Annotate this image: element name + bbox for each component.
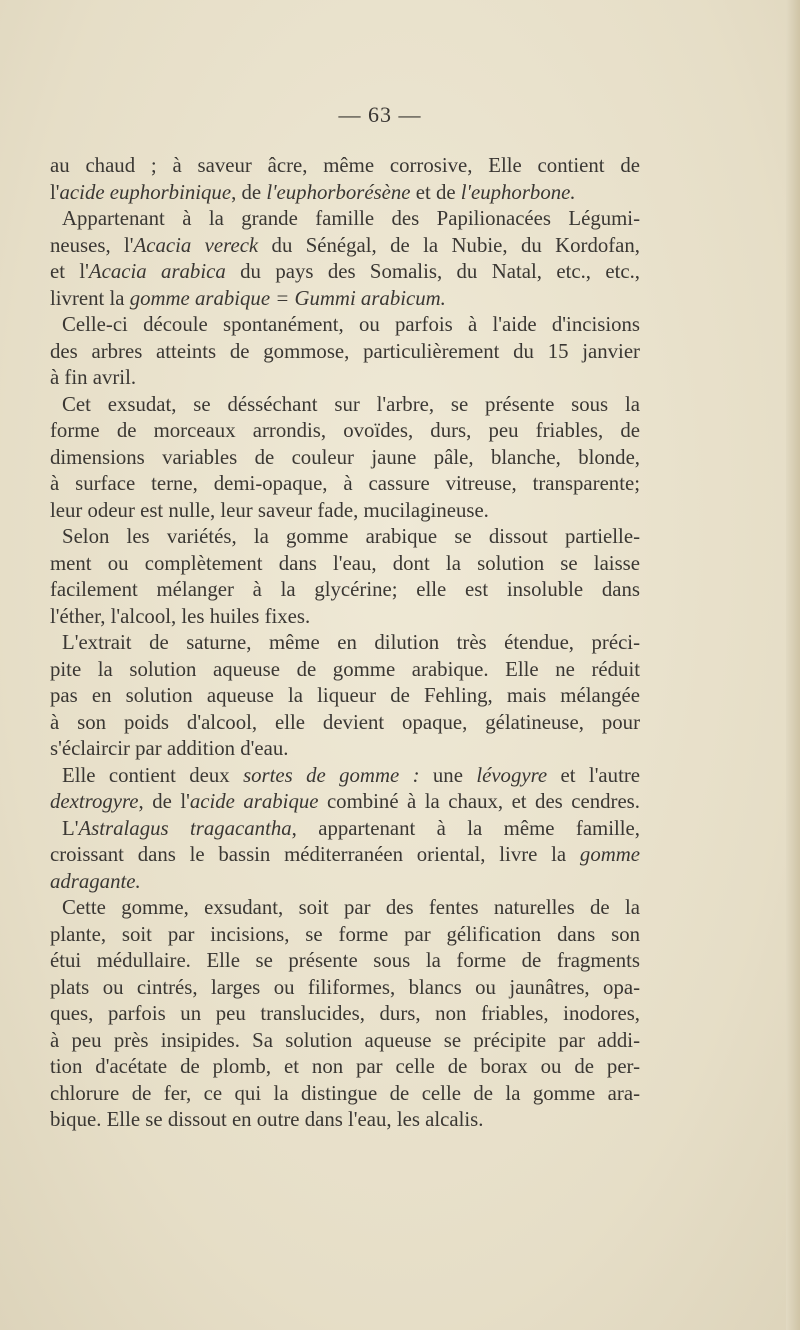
- text-run: Appartenant à la grande famille des Papilionacées Légumi-: [62, 207, 640, 230]
- italic-run: l'euphorbone.: [460, 180, 576, 204]
- text-line: [50, 206, 640, 233]
- text-run: à peu près insipides. Sa solution aqueuse se précipite par addi-: [50, 1028, 640, 1052]
- text-run: Cette gomme, exsudant, soit par des fentes naturelles de la: [62, 896, 640, 919]
- text-line: [50, 816, 640, 843]
- text-run: forme de morceaux arrondis, ovoïdes, durs, peu friables, de: [50, 419, 640, 442]
- text-line: [50, 498, 640, 525]
- text-line: [50, 763, 640, 790]
- italic-run: sortes de gomme :: [243, 763, 420, 787]
- text-run: du Sénégal, de la Nubie, du Kordofan,: [258, 233, 641, 257]
- text-run: Selon les variétés, la gomme arabique se dissout partielle-: [62, 525, 640, 548]
- text-line: [50, 524, 640, 551]
- text-run: ques, parfois un peu translucides, durs, non friables, inodores,: [50, 1002, 640, 1025]
- text-run: combiné à la chaux, et des cendres.: [318, 790, 640, 813]
- text-line: [50, 418, 640, 445]
- text-run: dimensions variables de couleur jaune pâle, blanche, blonde,: [50, 445, 640, 469]
- text-line: [50, 1001, 640, 1028]
- text-line: [50, 312, 640, 339]
- text-run: et l'autre: [547, 763, 640, 787]
- body-text: [50, 153, 640, 1134]
- text-run: à son poids d'alcool, elle devient opaque, gélatineuse, pour: [50, 710, 640, 734]
- text-line: [50, 789, 640, 816]
- italic-run: acide euphorbinique: [59, 180, 232, 204]
- text-line: [50, 922, 640, 949]
- text-run: et de: [410, 180, 461, 204]
- italic-run: gomme: [579, 843, 640, 866]
- text-run: pas en solution aqueuse la liqueur de Fehling, mais mélangée: [50, 684, 640, 707]
- italic-run: lévogyre: [476, 763, 548, 787]
- text-line: [50, 259, 640, 286]
- text-line: [50, 710, 640, 737]
- text-run: tion d'acétate de plomb, et non par celle de borax ou de per-: [50, 1055, 640, 1078]
- text-run: Elle contient deux: [62, 763, 244, 787]
- italic-run: l'euphorborésène: [266, 180, 411, 204]
- text-line: [50, 365, 640, 392]
- text-run: étui médullaire. Elle se présente sous la forme de fragments: [50, 949, 640, 972]
- text-run: des arbres atteints de gommose, particulièrement du 15 janvier: [50, 339, 640, 363]
- text-line: [50, 471, 640, 498]
- text-line: [50, 683, 640, 710]
- text-run: Cet exsudat, se désséchant sur l'arbre, se présente sous la: [62, 392, 640, 416]
- text-line: [50, 630, 640, 657]
- italic-run: acide arabique: [189, 790, 319, 813]
- text-line: [50, 577, 640, 604]
- text-line: [50, 1107, 640, 1134]
- text-line: [50, 869, 640, 896]
- text-line: [50, 1028, 640, 1055]
- text-run: , de l': [138, 790, 190, 813]
- text-run: plats ou cintrés, larges ou filiformes, blancs ou jaunâtres, opa-: [50, 975, 640, 999]
- text-run: croissant dans le bassin méditerranéen oriental, livre la: [50, 843, 580, 866]
- text-run: neuses, l': [50, 233, 134, 257]
- text-line: [50, 604, 640, 631]
- page-edge: [786, 0, 800, 1330]
- text-line: [50, 1081, 640, 1108]
- text-run: Celle-ci découle spontanément, ou parfois à l'aide d'incisions: [62, 313, 640, 336]
- text-run: au chaud ; à saveur âcre, même corrosive, Elle contient de: [50, 154, 640, 177]
- text-run: une: [419, 763, 477, 787]
- text-run: l': [50, 180, 60, 204]
- text-run: s'éclaircir par addition d'eau.: [50, 737, 289, 760]
- text-line: [50, 551, 640, 578]
- text-line: [50, 286, 640, 313]
- text-run: , de: [231, 180, 267, 204]
- text-run: leur odeur est nulle, leur saveur fade, mucilagineuse.: [50, 498, 489, 522]
- text-run: à fin avril.: [50, 366, 137, 389]
- text-line: [50, 736, 640, 763]
- text-line: [50, 180, 640, 207]
- text-line: [50, 392, 640, 419]
- text-run: L': [62, 816, 79, 840]
- text-line: [50, 842, 640, 869]
- text-line: [50, 233, 640, 260]
- italic-run: Acacia vereck: [133, 233, 259, 257]
- italic-run: dextrogyre: [50, 790, 139, 813]
- text-run: chlorure de fer, ce qui la distingue de celle de la gomme ara-: [50, 1081, 640, 1105]
- text-run: à surface terne, demi-opaque, à cassure vitreuse, transparente;: [50, 472, 640, 495]
- text-run: , appartenant à la même famille,: [291, 816, 640, 840]
- text-run: pite la solution aqueuse de gomme arabique. Elle ne réduit: [50, 657, 640, 681]
- italic-run: adragante.: [50, 869, 141, 893]
- text-run: L'extrait de saturne, même en dilution très étendue, préci-: [62, 631, 640, 654]
- text-run: plante, soit par incisions, se forme par gélification dans son: [50, 922, 640, 946]
- text-line: [50, 975, 640, 1002]
- text-run: et l': [50, 260, 89, 283]
- text-run: ment ou complètement dans l'eau, dont la solution se laisse: [50, 551, 640, 575]
- text-run: bique. Elle se dissout en outre dans l'eau, les alcalis.: [50, 1108, 484, 1131]
- text-line: [50, 445, 640, 472]
- italic-run: Astralagus tragacantha: [78, 816, 292, 840]
- text-line: [50, 339, 640, 366]
- text-line: [50, 1054, 640, 1081]
- text-line: [50, 895, 640, 922]
- text-line: [50, 153, 640, 180]
- text-run: livrent la: [50, 286, 130, 310]
- text-line: [50, 948, 640, 975]
- italic-run: Acacia arabica: [88, 260, 226, 283]
- page-number: — 63 —: [338, 102, 422, 127]
- text-run: du pays des Somalis, du Natal, etc., etc.,: [225, 260, 640, 283]
- text-line: [50, 657, 640, 684]
- text-run: l'éther, l'alcool, les huiles fixes.: [50, 604, 311, 628]
- text-run: facilement mélanger à la glycérine; elle est insoluble dans: [50, 578, 640, 601]
- italic-run: gomme arabique = Gummi arabicum.: [129, 286, 446, 310]
